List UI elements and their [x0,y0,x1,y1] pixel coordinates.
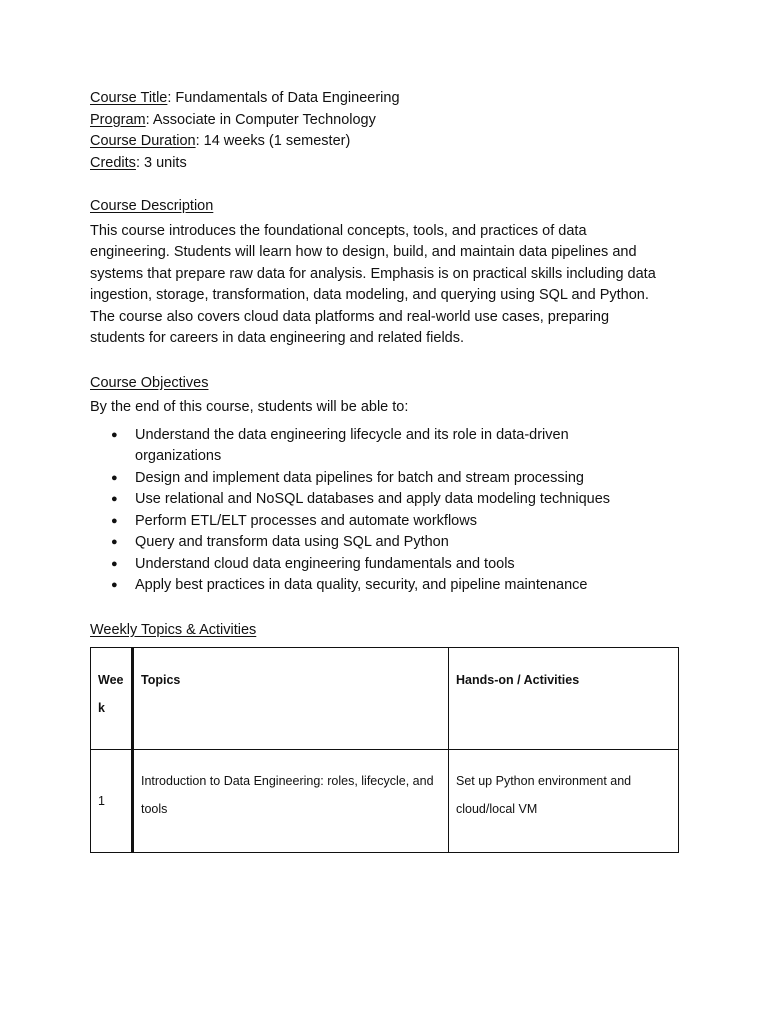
table-row [91,750,679,853]
description-text: This course introduces the foundational concepts, tools, and practices of data engineering. Students will learn how to design, build, and maintain data pipelines and systems that prepare raw data for analysis. Emphasis is on practical skills including data ingestion, storage, transformation, data modeling, and querying using SQL and Python. The course also covers cloud data platforms and real-world use cases, preparing students for careers in data engineering and related fields. [90,222,656,346]
objectives-intro: By the end of this course, students will be able to: [90,399,409,415]
list-item: ● Apply best practices in data quality, security, and pipeline maintenance [90,575,635,597]
document-page [90,88,680,853]
program-label: Program [90,111,146,128]
weekly-topics-table [90,647,679,853]
week-cell: 1 [91,750,133,853]
bullet-icon: ● [111,557,118,570]
description-heading: Course Description [90,198,214,214]
topics-column-header: Topics [133,648,449,750]
course-title-value: : Fundamentals of Data Engineering [167,90,400,106]
duration-value: : 14 weeks (1 semester) [195,133,351,149]
program-value: : Associate in Computer Technology [145,111,376,128]
objectives-heading: Course Objectives [90,374,209,391]
list-item: ● Design and implement data pipelines for batch and stream processing [90,468,635,490]
credits-label: Credits [90,154,136,171]
list-item: ● Perform ETL/ELT processes and automate workflows [90,511,635,533]
bullet-icon: ● [111,493,118,505]
week-column-header: Week [91,648,133,750]
list-item: ● Understand the data engineering lifecycle and its role in data-driven organizations [111,426,569,464]
bullet-icon: ● [111,579,118,591]
activities-column-header: Hands-on / Activities [449,648,679,750]
program-line [90,110,680,132]
duration-line [90,131,680,153]
table-header-row [91,648,679,750]
credits-line [90,153,680,175]
bullet-icon: ● [111,536,118,548]
list-item: ● Query and transform data using SQL and Python [90,532,635,554]
objectives-list [90,425,680,597]
credits-value: : 3 units [135,154,187,171]
bullet-icon: ● [111,471,118,484]
bullet-icon: ● [111,514,118,527]
topics-cell: Introduction to Data Engineering: roles, lifecycle, and tools [133,750,449,853]
weekly-topics-heading: Weekly Topics & Activities [90,621,257,638]
list-item: ● Understand cloud data engineering fundamentals and tools [90,554,635,576]
course-title-line [90,88,680,110]
course-title-label: Course Title [90,90,168,106]
activities-cell: Set up Python environment and cloud/local VM [449,750,679,853]
duration-label: Course Duration [90,133,196,149]
list-item: ● Use relational and NoSQL databases and apply data modeling techniques [90,489,635,511]
bullet-icon: ● [111,428,118,441]
